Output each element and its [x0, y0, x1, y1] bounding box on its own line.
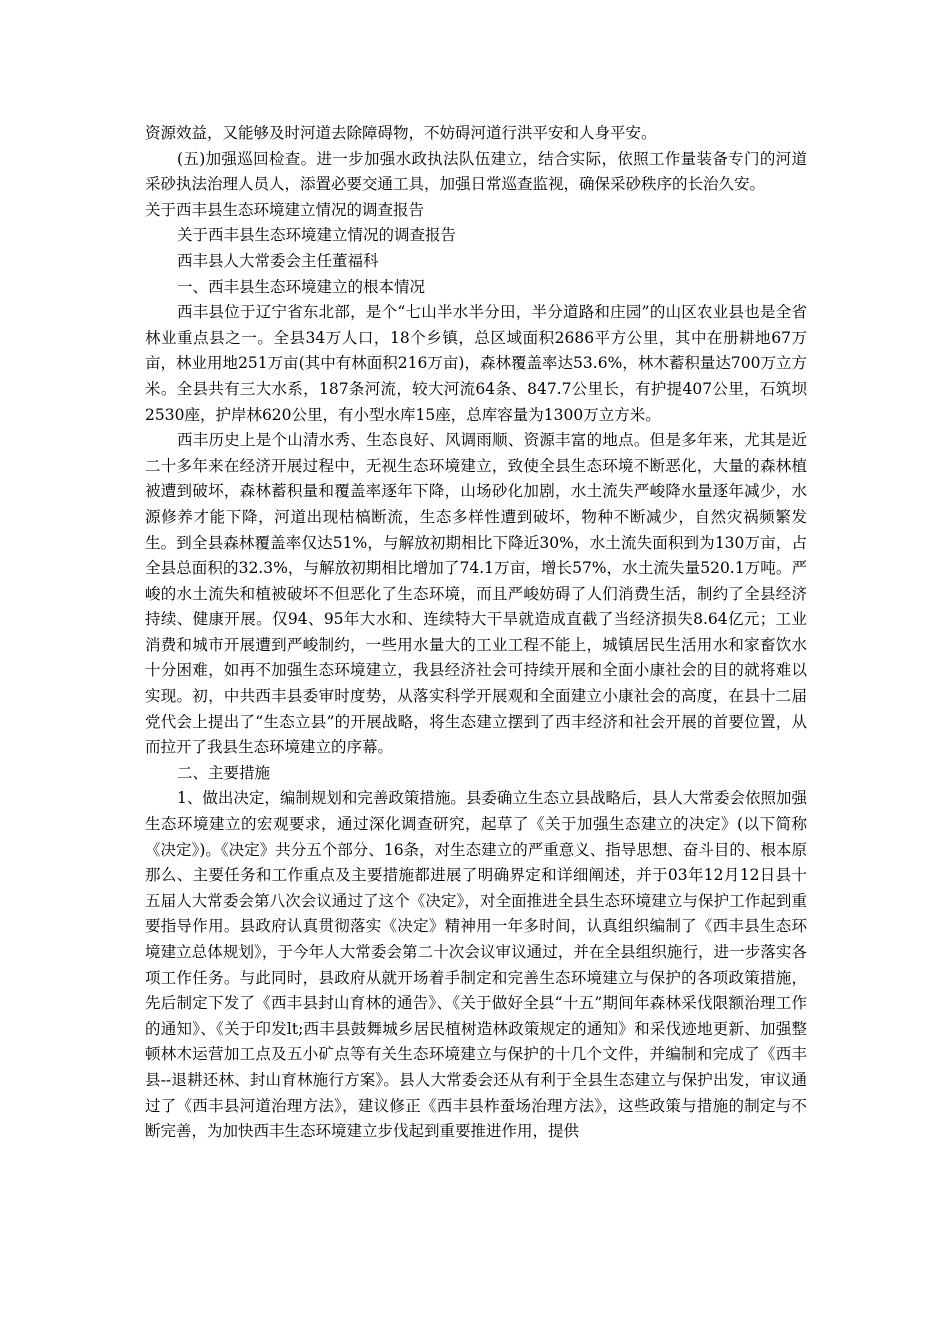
paragraph: 二、主要措施	[177, 763, 271, 782]
paragraph: 关于西丰县生态环境建立情况的调查报告	[177, 226, 457, 245]
paragraph: 一、西丰县生态环境建立的根本情况	[177, 277, 426, 296]
paragraph: 1、做出决定，编制规划和完善政策措施。县委确立生态立县战略后，县人大常委会依照加强生态环境建立的宏观要求，通过深化调查研究，起草了《关于加强生态建立的决定》(以下简称《决定》)。《决定》共分五个部分、16条，对生态建立的严重意义、指导思想、奋斗目的、根本原那么、主要任务和工作重点及主要措施都进展了明确界定和详细阐述，并于03年12月12日县十五届人大常委会第八次会议通过了这个《决定》，对全面推进全县生态环境建立与保护工作起到重要指导作用。县政府认真贯彻落实《决定》精神用一年多时间，认真组织编制了《西丰县生态环境建立总体规划》，于今年人大常委会第二十次会议审议通过，并在全县组织施行，进一步落实各项工作任务。与此同时，县政府从就开场着手制定和完善生态环境建立与保护的各项政策措施，先后制定下发了《西丰县封山育林的通告》、《关于做好全县“十五”期间年森林采伐限额治理工作的通知》、《关于印发lt;西丰县鼓舞城乡居民植树造林政策规定的通知》和采伐迹地更新、加强整顿林木运营加工点及五小矿点等有关生态环境建立与保护的十几个文件，并编制和完成了《西丰县--退耕还林、封山育林施行方案》。县人大常委会还从有利于全县生态建立与保护出发，审议通过了《西丰县河道治理方法》，建议修正《西丰县柞蚕场治理方法》，这些政策与措施的制定与不断完善，为加快西丰生态环境建立步伐起到重要推进作用，提供	[145, 789, 807, 1141]
paragraph: 西丰县位于辽宁省东北部，是个“七山半水半分田，半分道路和庄园”的山区农业县也是全省林业重点县之一。全县34万人口，18个乡镇，总区域面积2686平方公里，其中在册耕地67万亩，林业用地251万亩(其中有林面积216万亩)，森林覆盖率达53.6%，林木蓄积量达700万立方米。全县共有三大水系，187条河流，较大河流64条、847.7公里长，有护提407公里，石筑坝2530座，护岸林620公里，有小型水库15座，总库容量为1300万立方米。	[145, 303, 807, 424]
paragraph: (五)加强巡回检查。进一步加强水政执法队伍建立，结合实际，依照工作量装备专门的河道采砂执法治理人员人，添置必要交通工具，加强日常巡查监视，确保采砂秩序的长治久安。	[145, 149, 807, 194]
document-body	[145, 121, 807, 1145]
paragraph: 西丰县人大常委会主任董福科	[177, 251, 379, 270]
paragraph: 资源效益，又能够及时河道去除障碍物，不妨碍河道行洪平安和人身平安。	[145, 124, 657, 142]
paragraph: 关于西丰县生态环境建立情况的调查报告	[145, 200, 425, 219]
paragraph: 西丰历史上是个山清水秀、生态良好、风调雨顺、资源丰富的地点。但是多年来，尤其是近二十多年来在经济开展过程中，无视生态环境建立，致使全县生态环境不断恶化，大量的森林植被遭到破坏，森林蓄积量和覆盖率逐年下降，山场砂化加剧，水土流失严峻降水量逐年减少，水源修养才能下降，河道出现枯槁断流，生态多样性遭到破坏，物种不断减少，自然灾祸频繁发生。到全县森林覆盖率仅达51%，与解放初期相比下降近30%，水土流失面积到为130万亩，占全县总面积的32.3%，与解放初期相比增加了74.1万亩，增长57%，水土流失量520.1万吨。严峻的水土流失和植被破坏不但恶化了生态环境，而且严峻妨碍了人们消费生活，制约了全县经济持续、健康开展。仅94、95年大水和、连续特大干旱就造成直截了当经济损失8.64亿元；工业消费和城市开展遭到严峻制约，一些用水量大的工业工程不能上，城镇居民生活用水和家畜饮水十分困难，如再不加强生态环境建立，我县经济社会可持续开展和全面小康社会的目的就将难以实现。初，中共西丰县委审时度势，从落实科学开展观和全面建立小康社会的高度，在县十二届党代会上提出了“生态立县”的开展战略，将生态建立摆到了西丰经济和社会开展的首要位置，从而拉开了我县生态环境建立的序幕。	[145, 431, 807, 757]
